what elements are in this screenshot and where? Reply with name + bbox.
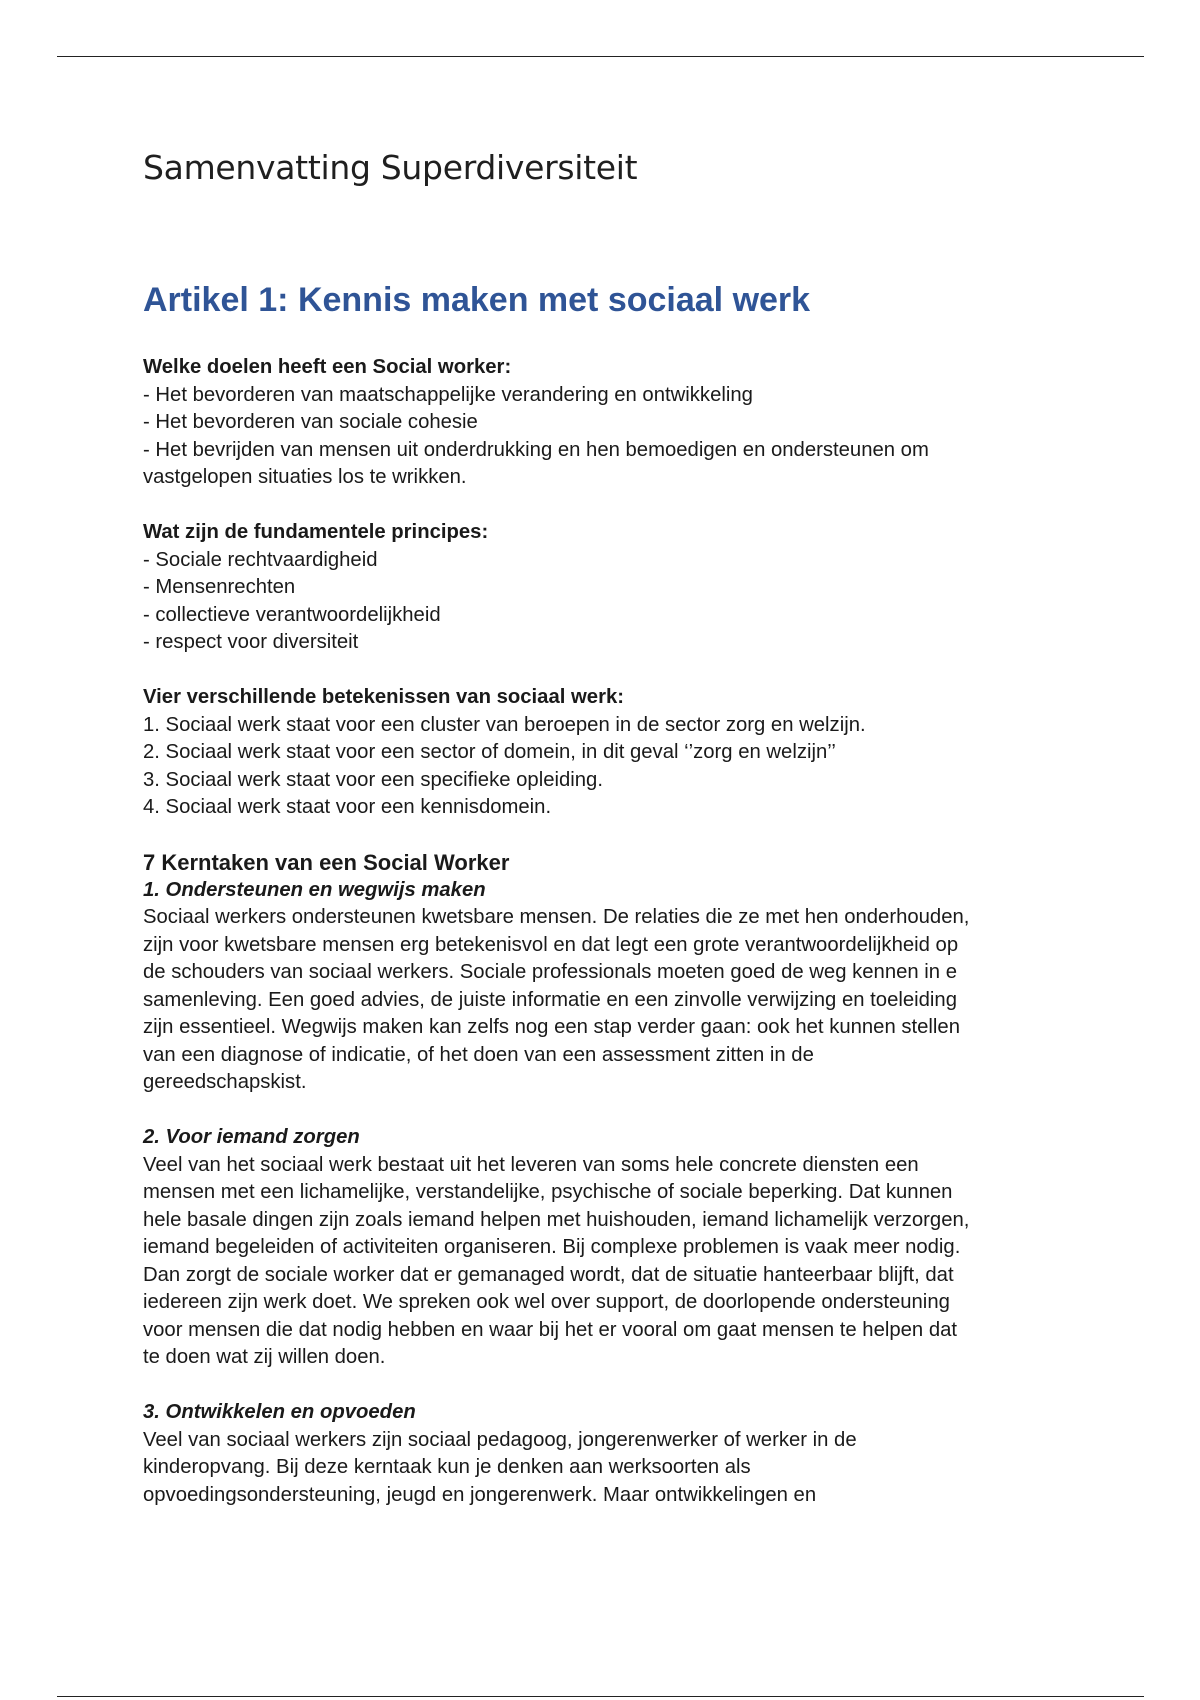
- core-task-line: hele basale dingen zijn zoals iemand helpen met huishouden, iemand lichamelijk verzorgen,: [143, 1208, 970, 1231]
- core-task-line: opvoedingsondersteuning, jeugd en jongerenwerk. Maar ontwikkelingen en: [143, 1483, 817, 1506]
- meanings-line: 1. Sociaal werk staat voor een cluster van beroepen in de sector zorg en welzijn.: [143, 713, 866, 736]
- header-rule: [57, 56, 1144, 57]
- core-task-line: mensen met een lichamelijke, verstandelijke, psychische of sociale beperking. Dat kunnen: [143, 1181, 953, 1203]
- core-task-line: zijn voor kwetsbare mensen erg betekenisvol en dat legt een grote verantwoordelijkheid op: [143, 933, 959, 956]
- principles-line: - respect voor diversiteit: [143, 631, 359, 653]
- core-task-title: 2. Voor iemand zorgen: [143, 1126, 360, 1148]
- core-task-line: van een diagnose of indicatie, of het doen van een assessment zitten in de: [143, 1043, 814, 1066]
- core-task-line: Sociaal werkers ondersteunen kwetsbare mensen. De relaties die ze met hen onderhouden,: [143, 906, 970, 928]
- document-title: Samenvatting Superdiversiteit: [143, 148, 638, 187]
- core-task-line: iedereen zijn werk doet. We spreken ook wel over support, de doorlopende ondersteuning: [143, 1291, 950, 1313]
- principles-line: - Sociale rechtvaardigheid: [143, 548, 378, 571]
- core-tasks-heading: 7 Kerntaken van een Social Worker: [143, 850, 510, 875]
- goals-question: Welke doelen heeft een Social worker:: [143, 356, 512, 378]
- core-task-body: [143, 904, 1063, 1097]
- principles-question: Wat zijn de fundamentele principes:: [143, 521, 489, 543]
- goals-line: - Het bevorderen van maatschappelijke verandering en ontwikkeling: [143, 383, 753, 406]
- core-task-line: Veel van het sociaal werk bestaat uit het leveren van soms hele concrete diensten een: [143, 1153, 919, 1176]
- meanings-line: 2. Sociaal werk staat voor een sector of domein, in dit geval ‘’zorg en welzijn’’: [143, 741, 836, 763]
- core-task: [143, 1399, 1063, 1509]
- meanings-line: 4. Sociaal werk staat voor een kennisdomein.: [143, 796, 552, 818]
- core-task-body: [143, 1152, 1063, 1372]
- principles-line: - Mensenrechten: [143, 576, 296, 598]
- article-heading: Artikel 1: Kennis maken met sociaal werk: [143, 281, 811, 319]
- goals-line: vastgelopen situaties los te wrikken.: [143, 466, 467, 488]
- core-task-line: Veel van sociaal werkers zijn sociaal pedagoog, jongerenwerker of werker in de: [143, 1428, 857, 1451]
- core-task-line: Dan zorgt de sociale worker dat er gemanaged wordt, dat de situatie hanteerbaar blijft, dat: [143, 1263, 954, 1286]
- core-task-title: 1. Ondersteunen en wegwijs maken: [143, 878, 486, 901]
- document-body: [143, 354, 1063, 1537]
- meanings-question: Vier verschillende betekenissen van sociaal werk:: [143, 686, 624, 708]
- meanings-line: 3. Sociaal werk staat voor een specifieke opleiding.: [143, 768, 603, 791]
- core-task-line: iemand begeleiden of activiteiten organiseren. Bij complexe problemen is vaak meer nodig.: [143, 1236, 961, 1258]
- goals-line: - Het bevrijden van mensen uit onderdrukking en hen bemoedigen en ondersteunen om: [143, 438, 929, 461]
- meanings-section: [143, 684, 1063, 822]
- core-task-line: zijn essentieel. Wegwijs maken kan zelfs nog een stap verder gaan: ook het kunnen stellen: [143, 1016, 960, 1038]
- core-task-line: voor mensen die dat nodig hebben en waar bij het er vooral om gaat mensen te helpen dat: [143, 1318, 958, 1341]
- core-task-line: kinderopvang. Bij deze kerntaak kun je denken aan werksoorten als: [143, 1456, 751, 1478]
- meanings-list: [143, 712, 1063, 822]
- core-task-line: de schouders van sociaal werkers. Sociale professionals moeten goed de weg kennen in e: [143, 961, 957, 983]
- principles-line: - collectieve verantwoordelijkheid: [143, 603, 441, 626]
- principles-section: [143, 519, 1063, 657]
- core-task-body: [143, 1427, 1063, 1510]
- footer-rule: [57, 1696, 1144, 1697]
- core-task: [143, 1124, 1063, 1372]
- core-task-line: gereedschapskist.: [143, 1071, 307, 1093]
- goals-line: - Het bevorderen van sociale cohesie: [143, 411, 478, 433]
- core-task-line: samenleving. Een goed advies, de juiste informatie en een zinvolle verwijzing en toeleiding: [143, 988, 957, 1011]
- core-task-title: 3. Ontwikkelen en opvoeden: [143, 1401, 416, 1423]
- goals-list: [143, 382, 1063, 492]
- core-task: [143, 877, 1063, 1097]
- core-task-line: te doen wat zij willen doen.: [143, 1346, 386, 1368]
- goals-section: [143, 354, 1063, 492]
- principles-list: [143, 547, 1063, 657]
